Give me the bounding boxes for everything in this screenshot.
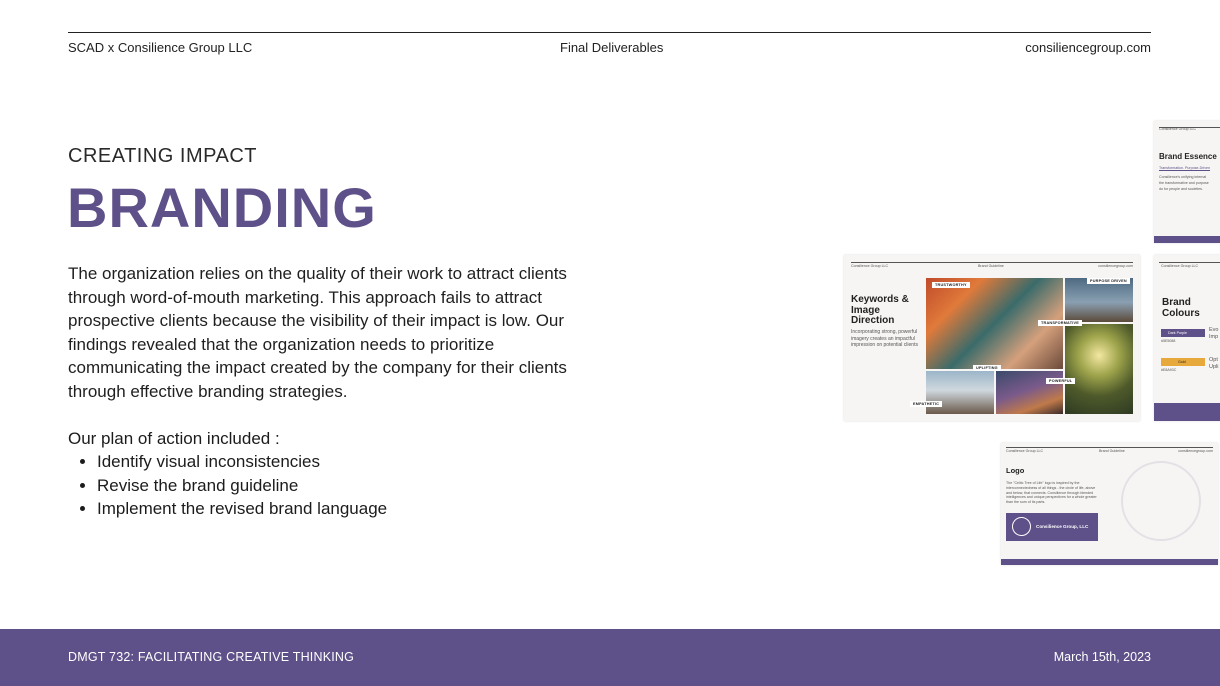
swatch-gold-hex: #E8A93C [1161, 368, 1177, 372]
footer-bar [0, 629, 1220, 686]
tag-purpose-driven: PURPOSE DRIVEN [1087, 278, 1130, 284]
header-client: SCAD x Consilience Group LLC [68, 40, 253, 55]
thumb-title: Brand Colours [1162, 297, 1200, 319]
header-website: consiliencegroup.com [1025, 40, 1151, 55]
section-kicker: CREATING IMPACT [68, 145, 257, 167]
photo-tree [1065, 324, 1133, 414]
footer-date: March 15th, 2023 [1053, 650, 1151, 664]
tag-uplifting: UPLIFTING [973, 365, 1001, 371]
body-paragraph: The organization relies on the quality of their work to attract clients through word-of-mouth marketing. This approach fails to attract prospective clients because the visibility of their impact is low. Our findings revealed that the organization needs to prioritize communicating the impact created by the company for their clients through effective branding strategies. [68, 264, 567, 401]
thumb-header-center: Brand Guideline [1099, 449, 1125, 453]
thumb-text-line: do for people and societies. [1159, 187, 1203, 191]
thumb-title: Logo [1006, 466, 1025, 475]
thumb-footer-bar [1154, 236, 1220, 243]
swatch-gold-note: Opt Upli [1209, 357, 1219, 370]
thumb-title: Keywords & Image Direction [851, 294, 909, 326]
photo-skyline [1065, 278, 1133, 322]
photo-capitol [926, 371, 994, 414]
thumb-header-left: Consilience Group LLC [851, 264, 889, 268]
list-item: • Identify visual inconsistencies [97, 450, 387, 474]
thumbnail-brand-essence [1154, 121, 1220, 243]
plan-intro: Our plan of action included : [68, 429, 280, 448]
thumb-header-center: Brand Guideline [978, 264, 1004, 268]
list-item: • Revise the brand guideline [97, 474, 387, 498]
thumb-text: The "Celtic Tree of Life" logo is inspired by the interconnectedness of all things - the circle of life, above and below, that connects. Consilience through blended intelligences and unique perspectives for a whole greater than the sum of its parts. [1006, 481, 1097, 505]
logo-badge-label: Consilience Group, LLC [1036, 524, 1089, 529]
thumb-header-left: Consilience Group LLC [1006, 449, 1044, 453]
tag-transformative: TRANSFORMATIVE [1038, 320, 1082, 326]
thumb-subtitle: Incorporating strong, powerful imagery creates an impactful impression on potential clients [851, 329, 918, 348]
thumb-link: Transformation. Purpose-Driven [1159, 166, 1210, 170]
swatch-gold-label: Gold [1178, 360, 1186, 364]
thumb-footer-bar [1001, 559, 1218, 565]
thumb-header-left: Consilience Group LLC [1159, 127, 1197, 131]
thumbnail-logo [1001, 443, 1218, 565]
list-item: • Implement the revised brand language [97, 497, 387, 521]
thumb-title: Brand Essence [1159, 152, 1217, 161]
thumb-header-right: consiliencegroup.com [1098, 264, 1133, 268]
page-title: BRANDING [67, 176, 377, 239]
tag-trustworthy: TRUSTWORTHY [932, 282, 970, 288]
tag-empathetic: EMPATHETIC [910, 401, 942, 407]
swatch-purple-note: Evo Imp [1209, 327, 1219, 340]
swatch-purple-hex: #5E5088 [1161, 339, 1176, 343]
thumb-text-line: Consilience's unifying internal [1159, 175, 1207, 179]
tag-powerful: POWERFUL [1046, 378, 1075, 384]
header-rule [68, 32, 1151, 33]
footer-course: DMGT 732: FACILITATING CREATIVE THINKING [68, 650, 355, 664]
thumb-header-right: consiliencegroup.com [1178, 449, 1213, 453]
header-section: Final Deliverables [560, 40, 664, 55]
thumb-text-line: the transformative and purpose [1159, 181, 1209, 185]
tree-of-life-icon [1012, 517, 1031, 536]
plan-list [68, 450, 387, 521]
thumb-footer-bar [1154, 403, 1220, 421]
swatch-purple-label: Dark Purple [1168, 331, 1187, 335]
thumbnail-keywords [844, 255, 1140, 421]
thumb-header-left: Consilience Group LLC [1161, 264, 1199, 268]
thumbnail-brand-colours [1154, 255, 1220, 421]
tree-of-life-watermark-icon [1121, 461, 1201, 541]
logo-badge [1006, 513, 1098, 541]
